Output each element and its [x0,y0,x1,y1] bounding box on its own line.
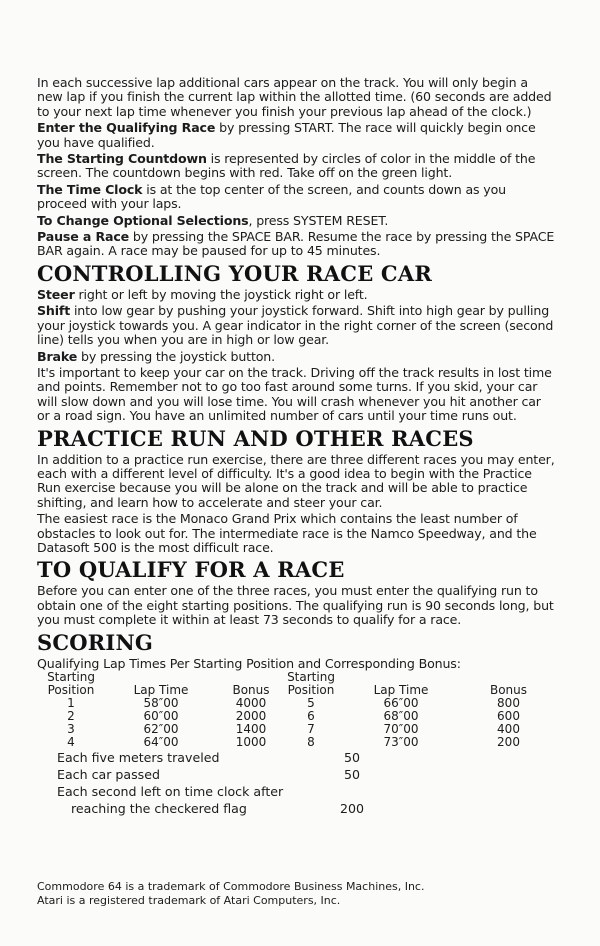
paragraph-brake [37,350,557,364]
cell: 600 [497,709,520,723]
cell: 62″00 [143,722,179,736]
header-position-right: Starting Position [287,670,335,697]
cell: 1000 [235,735,267,749]
scoring-intro: Qualifying Lap Times Per Starting Position and Corresponding Bonus: [37,655,461,671]
cell: 5 [307,696,315,710]
extra-row [57,783,557,817]
paragraph-qualify: Before you can enter one of the three races, you must enter the qualifying run to obtain one of the eight starting positions. The qualifying run is 90 seconds long, but you must complete it within at least 73 seconds to qualify for a race. [37,583,554,628]
paragraph-qualifying [37,121,557,150]
cell: 66″00 [383,696,419,710]
trademark-atari: Atari is a registered trademark of Atari Computers, Inc. [37,894,341,907]
cell: 3 [67,722,75,736]
paragraph-track: It's important to keep your car on the track. Driving off the track results in lost time and points. Remember not to go too fast around some turns. If you skid, your car will slow down and you will lose time. You will crash whenever you hit another car or a road sign. You have an unlimited number of cars until your time runs out. [37,364,552,424]
cell: 200 [497,735,520,749]
optional-text: , press SYSTEM RESET. [248,212,389,228]
extra-value: 200 [339,801,365,816]
header-lap-left: Lap Time [133,683,189,697]
table-row [41,710,556,723]
extra-points [57,749,557,817]
paragraph-practice-1: In addition to a practice run exercise, there are three different races you may enter, each with a different level of difficulty. It's a good idea to begin with the Practice Run exercise because you will be alone on the track and will be able to practice shifting, and learn how to accelerate and steer your car. [37,451,555,510]
steer-text: right or left by moving the joystick right or left. [74,286,368,302]
cell: 400 [497,722,520,736]
cell: 1 [67,696,75,710]
cell: 1400 [235,722,267,736]
brake-text: by pressing the joystick button. [77,348,275,364]
heading-practice: PRACTICE RUN AND OTHER RACES [37,425,474,451]
header-bonus-right: Bonus [489,683,528,697]
table-row [41,723,556,736]
term-qualifying: Enter the Qualifying Race [37,120,216,136]
cell: 800 [497,696,520,710]
extra-label: Each second left on time clock after [57,784,284,799]
cell: 2 [67,709,75,723]
cell: 8 [307,735,315,749]
qualifying-text: by pressing START. The race will quickly begin once you have qualified. [37,120,536,150]
heading-controlling: CONTROLLING YOUR RACE CAR [37,260,432,286]
extra-value: 50 [343,750,361,765]
cell: 64″00 [143,735,179,749]
paragraph-pause [37,230,557,259]
extra-label: Each five meters traveled [57,750,220,765]
cell: 6 [307,709,315,723]
clock-text: is at the top center of the screen, and counts down as you proceed with your laps. [37,181,506,212]
cell: 4 [67,735,75,749]
paragraph-laps: In each successive lap additional cars appear on the track. You will only begin a new lap if you finish the current lap within the allotted time. (60 seconds are added to your next lap time whenever you finish your previous lap ahead of the clock.) [37,75,552,119]
term-shift: Shift [37,303,71,319]
bonus-table-header [41,671,556,697]
term-pause: Pause a Race [37,229,130,245]
extra-value: 50 [343,767,361,782]
header-position-left: Starting Position [47,670,95,697]
bonus-table [41,671,556,749]
header-lap-right: Lap Time [373,683,429,697]
term-brake: Brake [37,348,78,364]
cell: 70″00 [383,722,419,736]
cell: 60″00 [143,709,179,723]
extra-row [57,749,557,766]
pause-text: by pressing the SPACE BAR. Resume the race by pressing the SPACE BAR again. A race may be paused for up to 45 minutes. [37,229,555,259]
term-steer: Steer [37,286,75,302]
header-bonus-left: Bonus [232,683,270,697]
countdown-text: is represented by circles of color in the middle of the screen. The countdown begins with red. Take off on the green light. [37,151,536,181]
shift-text: into low gear by pushing your joystick forward. Shift into high gear by pulling your joystick towards you. A gear indicator in the right corner of the screen (second line) tells you when you are in high or low gear. [37,303,554,348]
heading-qualify: TO QUALIFY FOR A RACE [37,557,345,583]
paragraph-countdown [37,152,557,181]
extra-label-multiline [57,783,322,817]
paragraph-steer [37,288,557,302]
extra-label: Each car passed [57,767,160,782]
extra-label-cont: reaching the checkered flag [71,801,247,816]
term-clock: The Time Clock [37,181,143,197]
manual-page [37,76,557,817]
cell: 73″00 [383,735,419,749]
cell: 2000 [235,709,267,723]
paragraph-shift [37,304,557,347]
term-countdown: The Starting Countdown [37,151,207,167]
heading-scoring: SCORING [37,629,153,655]
table-row [41,736,556,749]
term-optional: To Change Optional Selections [37,212,249,228]
cell: 4000 [235,696,267,710]
extra-row [57,766,557,783]
paragraph-optional [37,214,557,228]
trademark-commodore: Commodore 64 is a trademark of Commodore Business Machines, Inc. [37,880,425,893]
paragraph-practice-2: The easiest race is the Monaco Grand Prix which contains the least number of obstacles to look out for. The intermediate race is the Namco Speedway, and the Datasoft 500 is the most difficult race. [37,511,537,555]
cell: 58″00 [143,696,179,710]
paragraph-clock [37,183,557,212]
cell: 68″00 [383,709,419,723]
table-row [41,697,556,710]
cell: 7 [307,722,315,736]
footer-trademarks [37,880,424,908]
